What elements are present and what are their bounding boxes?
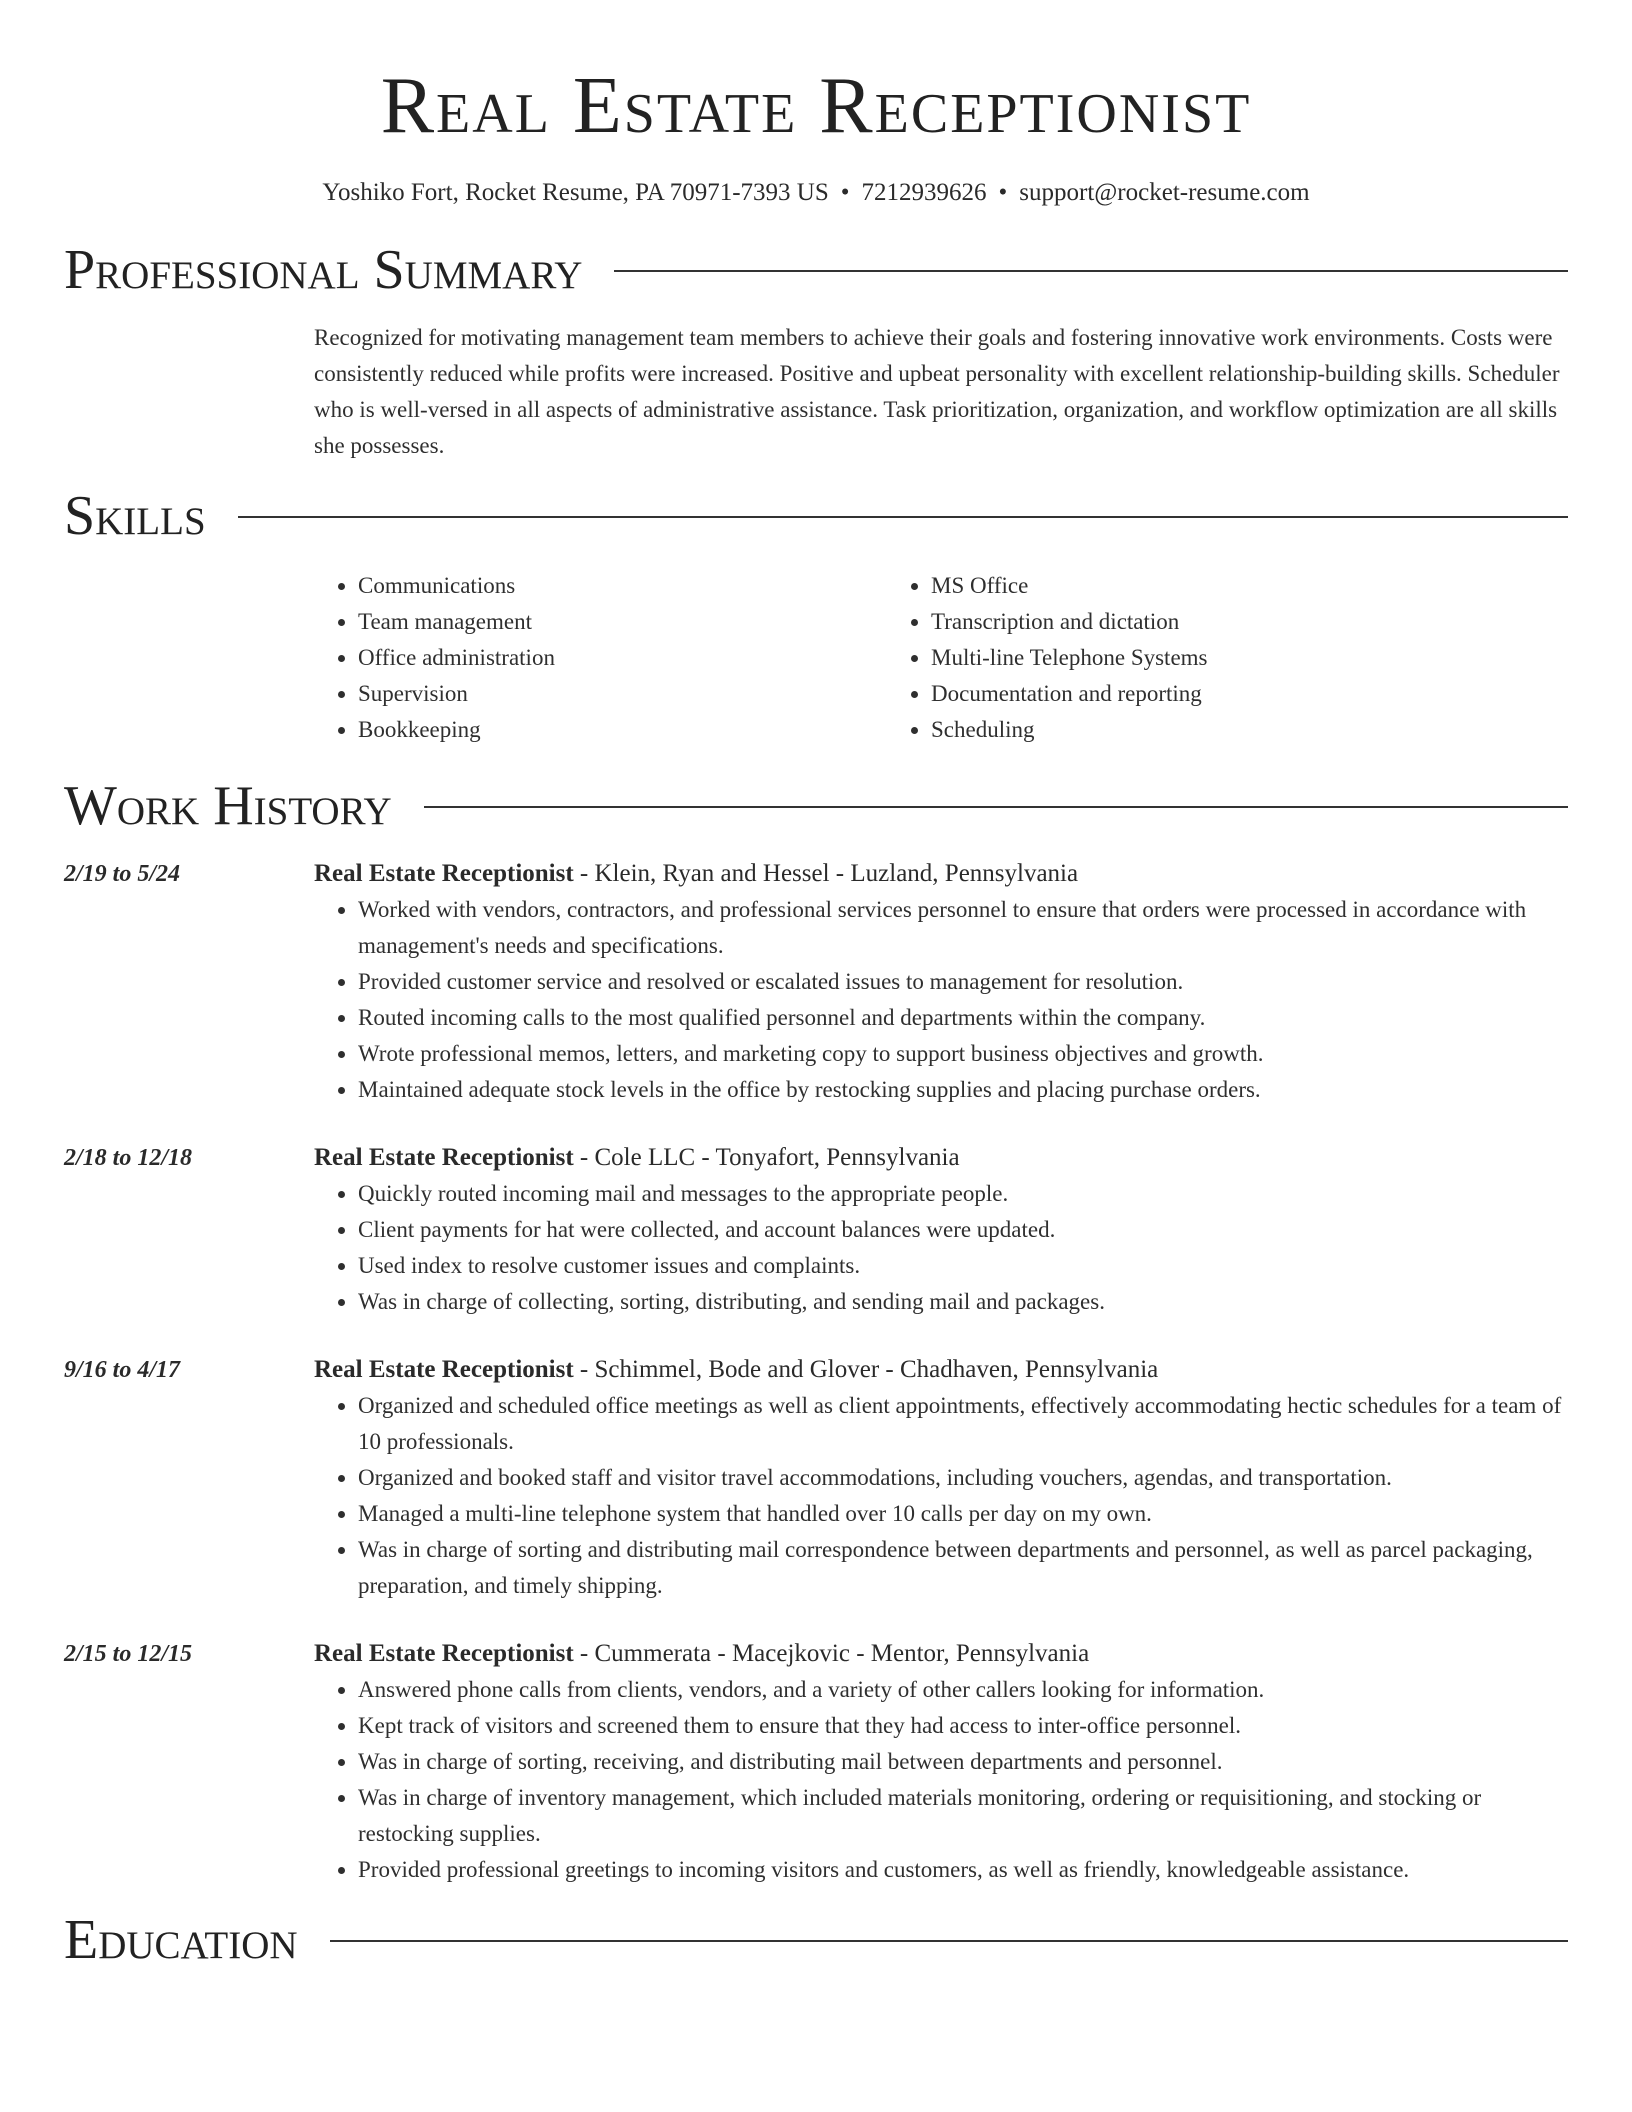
job-dates: 2/19 to 5/24 <box>64 861 181 887</box>
job-bullet: • Was in charge of collecting, sorting, distributing, and sending mail and packages. <box>358 1284 1568 1320</box>
education-section-header <box>64 1910 1568 1970</box>
contact-line <box>64 176 1568 210</box>
job-title-line <box>314 1352 1568 1388</box>
contact-email: support@rocket-resume.com <box>1019 179 1310 206</box>
skill-item: • Communications <box>358 568 887 604</box>
job-bullet: • Maintained adequate stock levels in the office by restocking supplies and placing purchase orders. <box>358 1072 1568 1108</box>
summary-section <box>314 320 1568 464</box>
education-section-title: Education <box>64 1909 298 1971</box>
job-role: Real Estate Receptionist <box>314 860 574 887</box>
section-divider <box>238 516 1568 518</box>
contact-separator: • <box>998 179 1008 206</box>
skill-item: • Multi-line Telephone Systems <box>931 640 1527 676</box>
job-title-line <box>314 1636 1568 1672</box>
skills-section-header <box>64 486 1568 546</box>
job-bullet: • Managed a multi-line telephone system that handled over 10 calls per day on my own. <box>358 1496 1568 1532</box>
resume-page <box>64 0 1568 1970</box>
skill-item: • Team management <box>358 604 887 640</box>
job-dates: 2/18 to 12/18 <box>64 1145 193 1171</box>
job-role: Real Estate Receptionist <box>314 1640 574 1667</box>
job-dates: 9/16 to 4/17 <box>64 1357 181 1383</box>
job-entry <box>64 1140 1568 1320</box>
job-bullet: • Organized and booked staff and visitor travel accommodations, including vouchers, agendas, and transportation. <box>358 1460 1568 1496</box>
job-entry <box>64 1352 1568 1604</box>
job-bullet: • Wrote professional memos, letters, and marketing copy to support business objectives and growth. <box>358 1036 1568 1072</box>
job-bullet: • Routed incoming calls to the most qualified personnel and departments within the company. <box>358 1000 1568 1036</box>
section-divider <box>614 270 1568 272</box>
skills-column-left <box>314 568 887 748</box>
work-section-header <box>64 776 1568 836</box>
job-bullet: • Kept track of visitors and screened them to ensure that they had access to inter-office personnel. <box>358 1708 1568 1744</box>
job-title-line <box>314 856 1568 892</box>
skill-item: • Supervision <box>358 676 887 712</box>
skill-item: • Office administration <box>358 640 887 676</box>
contact-address: Yoshiko Fort, Rocket Resume, PA 70971-7393 US <box>322 179 829 206</box>
job-role: Real Estate Receptionist <box>314 1356 574 1383</box>
section-divider <box>424 806 1568 808</box>
job-bullet: • Was in charge of sorting, receiving, and distributing mail between departments and personnel. <box>358 1744 1568 1780</box>
summary-section-header <box>64 240 1568 300</box>
resume-name: Real Estate Receptionist <box>380 62 1252 150</box>
skills-column-right <box>887 568 1527 748</box>
skill-item: • Bookkeeping <box>358 712 887 748</box>
summary-section-title: Professional Summary <box>64 239 583 301</box>
job-entry <box>64 856 1568 1108</box>
skill-item: • Scheduling <box>931 712 1527 748</box>
work-section-title: Work History <box>64 775 392 837</box>
skills-list <box>314 568 1568 748</box>
job-bullets <box>314 1176 1568 1320</box>
summary-text: Recognized for motivating management team members to achieve their goals and fostering innovative work environments. Costs were consistently reduced while profits were increased. Positive and upbeat personality with excellent relationship-building skills. Scheduler who is well-versed in all aspects of administrative assistance. Task prioritization, organization, and workflow optimization are all skills she possesses. <box>314 325 1560 458</box>
job-employer: - Cole LLC - Tonyafort, Pennsylvania <box>573 1144 960 1171</box>
job-bullet: • Was in charge of sorting and distributing mail correspondence between departments and personnel, as well as parcel packaging, preparation, and timely shipping. <box>358 1532 1568 1604</box>
job-bullet: • Organized and scheduled office meetings as well as client appointments, effectively accommodating hectic schedules for a team of 10 professionals. <box>358 1388 1568 1460</box>
job-bullet: • Quickly routed incoming mail and messages to the appropriate people. <box>358 1176 1568 1212</box>
job-bullets <box>314 892 1568 1108</box>
job-title-line <box>314 1140 1568 1176</box>
job-bullets <box>314 1388 1568 1604</box>
job-bullet: • Was in charge of inventory management, which included materials monitoring, ordering or requisitioning, and stocking or restocking supplies. <box>358 1780 1568 1852</box>
job-employer: - Schimmel, Bode and Glover - Chadhaven, Pennsylvania <box>573 1356 1159 1383</box>
section-divider <box>330 1940 1568 1942</box>
job-employer: - Klein, Ryan and Hessel - Luzland, Pennsylvania <box>573 860 1079 887</box>
job-bullet: • Client payments for hat were collected, and account balances were updated. <box>358 1212 1568 1248</box>
job-role: Real Estate Receptionist <box>314 1144 574 1171</box>
contact-phone: 7212939626 <box>861 179 987 206</box>
job-bullet: • Used index to resolve customer issues and complaints. <box>358 1248 1568 1284</box>
skill-item: • Documentation and reporting <box>931 676 1527 712</box>
job-entry <box>64 1636 1568 1888</box>
job-bullet: • Answered phone calls from clients, vendors, and a variety of other callers looking for information. <box>358 1672 1568 1708</box>
job-dates: 2/15 to 12/15 <box>64 1641 193 1667</box>
skill-item: • Transcription and dictation <box>931 604 1527 640</box>
contact-separator: • <box>840 179 850 206</box>
job-employer: - Cummerata - Macejkovic - Mentor, Pennsylvania <box>573 1640 1090 1667</box>
job-bullet: • Worked with vendors, contractors, and professional services personnel to ensure that orders were processed in accordance with management's needs and specifications. <box>358 892 1568 964</box>
job-bullet: • Provided professional greetings to incoming visitors and customers, as well as friendly, knowledgeable assistance. <box>358 1852 1568 1888</box>
job-bullets <box>314 1672 1568 1888</box>
skills-section-title: Skills <box>64 485 206 547</box>
job-bullet: • Provided customer service and resolved or escalated issues to management for resolution. <box>358 964 1568 1000</box>
skill-item: • MS Office <box>931 568 1527 604</box>
